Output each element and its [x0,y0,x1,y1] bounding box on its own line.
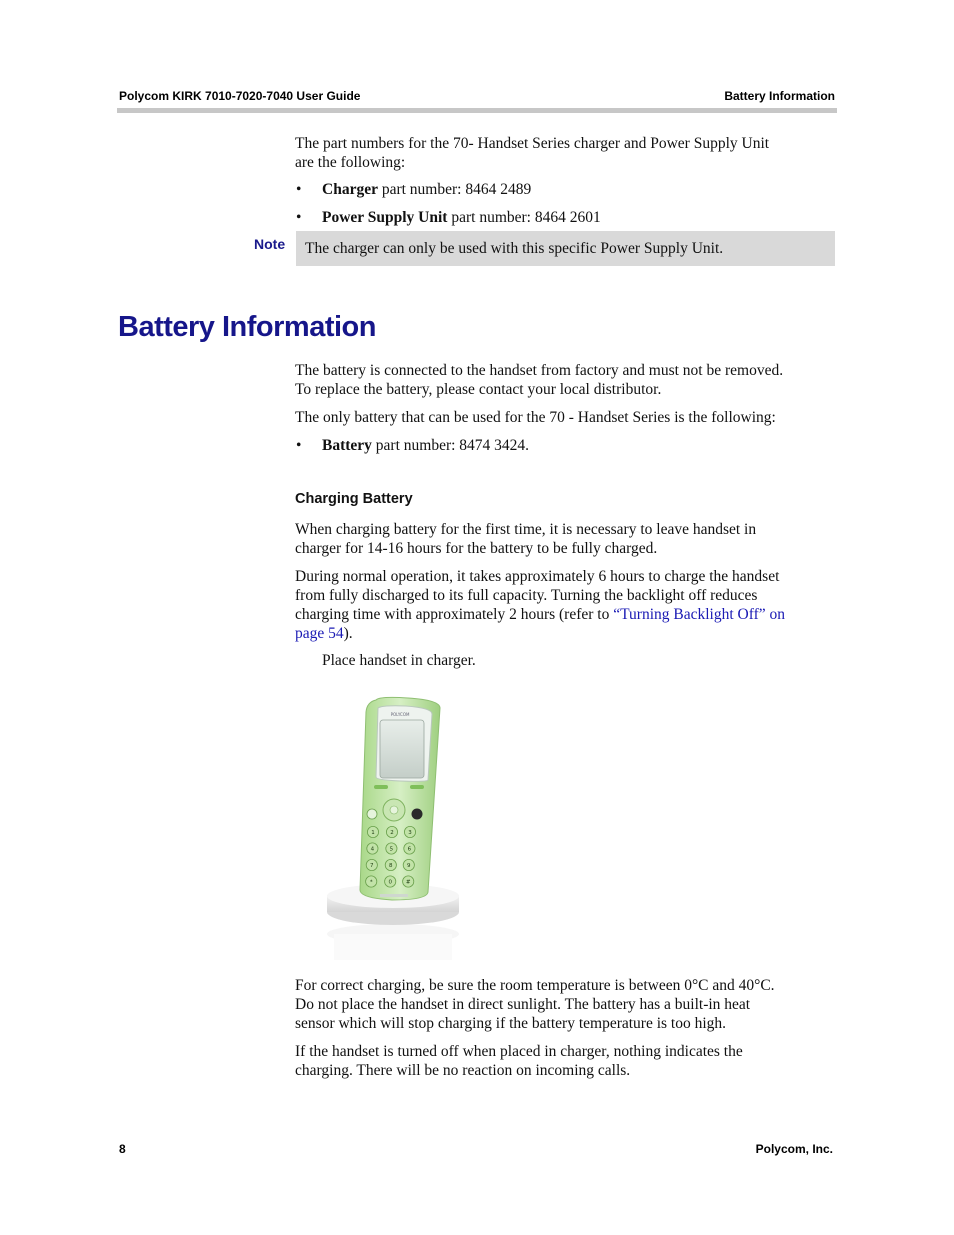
note-text: The charger can only be used with this specific Power Supply Unit. [305,240,724,257]
keypad-key-label: 6 [407,846,412,853]
charging-p1-line-2: charger for 14-16 hours for the battery to be fully charged. [295,540,658,557]
header-rule [117,108,837,113]
bullet-term: Battery [322,437,372,454]
charging-p2-line-1: During normal operation, it takes approximately 6 hours to charge the handset [295,568,780,585]
bullet-marker: • [296,209,302,226]
bullet-marker: • [296,437,302,454]
keypad-key-label: 4 [370,846,375,853]
charging-p4-line-2: charging. There will be no reaction on incoming calls. [295,1062,631,1079]
charging-p3-line-3: sensor which will stop charging if the battery temperature is too high. [295,1015,727,1032]
cross-reference-text[interactable]: “Turning Backlight Off” on [613,606,786,623]
charging-paragraph-4 [295,1042,835,1080]
battery-p1-line-1: The battery is connected to the handset from factory and must not be removed. [295,362,784,379]
keypad-key-label: 5 [389,846,394,853]
note-label: Note [254,236,286,252]
charging-paragraph-1 [295,520,835,558]
bullet-description: part number: 8464 2489 [377,181,532,198]
keypad-key-label: 7 [370,863,374,869]
charging-p3-line-1: For correct charging, be sure the room temperature is between 0°C and 40°C. [295,977,775,994]
keypad-key-label: * [369,879,373,886]
keypad-key-label: 2 [390,830,394,836]
keypad-key-label: 1 [371,830,375,836]
intro-line-1: The part numbers for the 70- Handset Series charger and Power Supply Unit [295,135,770,152]
running-header-title: Polycom KIRK 7010-7020-7040 User Guide [119,89,361,103]
intro-paragraph [295,134,835,172]
charging-p2-line-3: charging time with approximately 2 hours (refer to [295,606,614,623]
handset-in-charger-image [296,672,495,964]
bullet-term: Power Supply Unit [322,209,448,226]
keypad-key-label: 8 [389,863,393,869]
running-header-section: Battery Information [724,89,835,103]
intro-line-2: are the following: [295,154,406,171]
keypad-key-label: 0 [388,879,392,886]
charging-p4-line-1: If the handset is turned off when placed in charger, nothing indicates the [295,1043,743,1060]
page-number: 8 [119,1142,126,1156]
note-box [296,231,835,266]
battery-paragraph-2: The only battery that can be used for the 70 - Handset Series is the following: [295,409,776,426]
bullet-description: part number: 8464 2601 [447,209,601,226]
keypad-key-label: 9 [407,863,411,869]
charging-p1-line-1: When charging battery for the first time, it is necessary to leave handset in [295,521,757,538]
cross-reference-page[interactable]: page 54 [295,625,344,642]
charging-paragraph-2 [295,567,835,643]
charging-p2-line-2: from fully discharged to its full capacity. Turning the backlight off reduces [295,587,758,604]
footer-company: Polycom, Inc. [755,1142,833,1156]
bullet-description: part number: 8474 3424. [371,437,530,454]
battery-p1-line-2: To replace the battery, please contact your local distributor. [295,381,662,398]
handset-brand-label: POLYCOM [390,712,410,717]
step-instruction: Place handset in charger. [322,652,476,669]
keypad-key-label: 3 [408,830,412,836]
keypad-key-label: # [405,879,411,886]
subsection-heading: Charging Battery [295,491,413,507]
charging-p3-line-2: Do not place the handset in direct sunlight. The battery has a built-in heat [295,996,751,1013]
charging-paragraph-3 [295,976,835,1033]
charging-p2-end: ). [343,625,353,642]
battery-paragraph-1 [295,361,835,399]
bullet-term: Charger [322,181,378,198]
section-heading: Battery Information [118,311,376,343]
bullet-marker: • [296,181,302,198]
